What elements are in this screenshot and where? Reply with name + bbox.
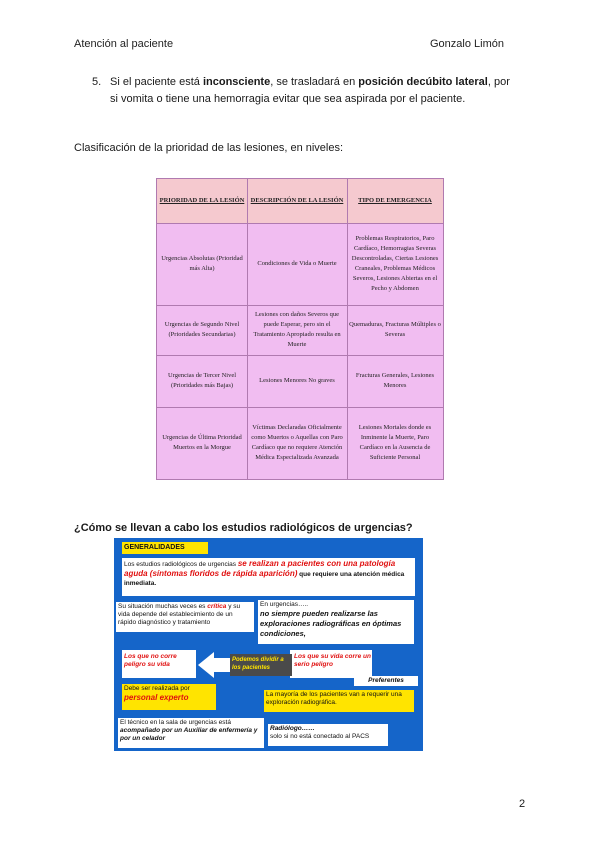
slide-majority: La mayoría de los pacientes van a requerir una exploración radiográfica. <box>264 690 414 712</box>
table-cell: Lesiones con daños Severos que puede Esperar, pero sin el Tratamiento Apropiado resulta en Muerte <box>253 311 341 348</box>
table-cell: Condiciones de Vida o Muerte <box>257 260 337 267</box>
table-cell: Urgencias de Tercer Nivel (Prioridades más Bajas) <box>167 372 237 389</box>
page-number: 2 <box>519 798 526 810</box>
table-cell: Problemas Respiratorios, Paro Cardíaco, Hemorragias Severas Descontroladas, Ciertas Lesiones Craneales, Problemas Médicos Severos, Lesiones Abiertas en el Pecho y Abdomen <box>351 235 439 292</box>
list-item-5 <box>92 74 512 108</box>
slide-urgencias: En urgencias….. no siempre pueden realizarse las exploraciones radiográficas en óptimas condiciones, <box>258 600 414 644</box>
radiology-slide <box>114 538 423 751</box>
slide-intro: Los estudios radiológicos de urgencias se realizan a pacientes con una patología aguda (síntomas floridos de rápida aparición) que requiere una atención médica inmediata. <box>122 558 415 596</box>
table-cell: Urgencias de Última Prioridad Muertos en la Morgue <box>162 434 242 451</box>
left-arrow-label: Los que no corre peligro su vida <box>124 653 177 668</box>
header-right: Gonzalo Limón <box>430 38 504 50</box>
table-cell: Urgencias Absolutas (Prioridad más Alta) <box>161 255 243 272</box>
section-heading: ¿Cómo se llevan a cabo los estudios radiológicos de urgencias? <box>74 522 413 534</box>
list-number: 5. <box>92 76 102 88</box>
slide-title: GENERALIDADES <box>122 542 208 554</box>
right-arrow-label: Los que su vida corre un serio peligro <box>294 653 371 668</box>
table-cell: Fracturas Generales, Lesiones Menores <box>355 372 435 389</box>
table-cell: Lesiones Menores No graves <box>259 377 335 384</box>
priority-table <box>156 178 444 480</box>
header-left: Atención al paciente <box>74 38 174 50</box>
slide-technician: El técnico en la sala de urgencias está acompañado por un Auxiliar de enfermería y por un celador <box>118 718 264 748</box>
table-cell: Quemaduras, Fracturas Múltiples o Severas <box>349 321 441 338</box>
table-cell: Urgencias de Segundo Nivel (Prioridades Secundarias) <box>164 321 240 338</box>
table-header-cell: PRIORIDAD DE LA LESIÓN <box>159 197 245 204</box>
table-header-cell: TIPO DE EMERGENCIA <box>358 197 432 204</box>
list-text: Si el paciente está inconsciente, se trasladará en posición decúbito lateral, por si vomita o tiene una hemorragia evitar que sea aspirada por el paciente. <box>110 76 510 105</box>
table-header-cell: DESCRIPCIÓN DE LA LESIÓN <box>250 197 344 204</box>
section-title: Clasificación de la prioridad de las lesiones, en niveles: <box>74 142 344 154</box>
table-cell: Víctimas Declaradas Oficialmente como Muertos o Aquellas con Paro Cardíaco que no requiere Atención Médica Especializada Avanzada <box>251 424 343 461</box>
slide-radiologist: Radiólogo…… solo si no está conectado al PACS <box>268 724 388 746</box>
table-cell: Lesiones Mortales donde es Inminente la Muerte, Paro Cardíaco en la Ausencia de Suficiente Personal <box>358 424 432 461</box>
slide-staff: Debe ser realizada por personal experto <box>122 684 216 710</box>
center-label: Podemos dividir a los pacientes <box>232 657 284 671</box>
preferentes-label: Preferentes <box>354 676 418 686</box>
slide-critical: Su situación muchas veces es crítica y su vida depende del establecimiento de un rápido diagnóstico y tratamiento <box>116 602 254 632</box>
